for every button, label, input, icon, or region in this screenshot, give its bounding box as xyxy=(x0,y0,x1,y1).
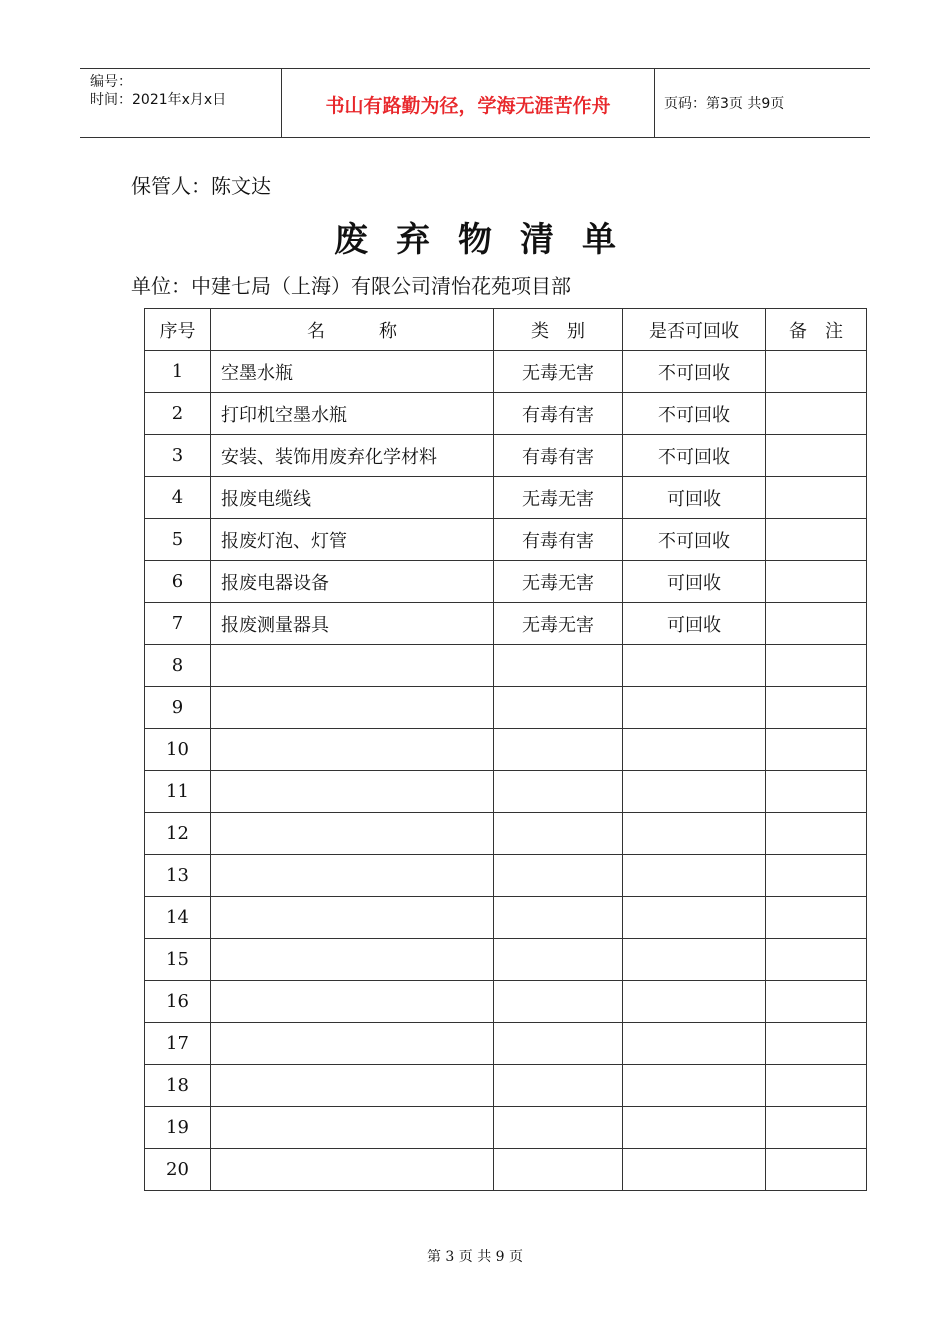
cell-recyclable: 不可回收 xyxy=(623,351,766,393)
cell-recyclable xyxy=(623,1023,766,1065)
cell-type xyxy=(494,813,623,855)
cell-name: 报废测量器具 xyxy=(211,603,494,645)
cell-name xyxy=(211,729,494,771)
cell-no: 10 xyxy=(145,729,211,771)
cell-type xyxy=(494,1107,623,1149)
cell-note xyxy=(766,1023,867,1065)
cell-note xyxy=(766,687,867,729)
cell-no: 9 xyxy=(145,687,211,729)
cell-name xyxy=(211,687,494,729)
table-row xyxy=(145,939,867,981)
table-row xyxy=(145,435,867,477)
cell-name xyxy=(211,813,494,855)
header-motto-cell xyxy=(281,69,655,137)
cell-note xyxy=(766,561,867,603)
cell-recyclable xyxy=(623,897,766,939)
cell-note xyxy=(766,939,867,981)
cell-note xyxy=(766,1107,867,1149)
cell-name: 安装、装饰用废弃化学材料 xyxy=(211,435,494,477)
cell-recyclable xyxy=(623,1065,766,1107)
cell-recyclable xyxy=(623,939,766,981)
table-row xyxy=(145,687,867,729)
table-row xyxy=(145,771,867,813)
cell-type xyxy=(494,771,623,813)
cell-name xyxy=(211,1149,494,1191)
cell-type xyxy=(494,981,623,1023)
cell-type xyxy=(494,1023,623,1065)
cell-recyclable xyxy=(623,729,766,771)
cell-no: 18 xyxy=(145,1065,211,1107)
cell-name xyxy=(211,981,494,1023)
table-row xyxy=(145,1023,867,1065)
cell-name: 报废灯泡、灯管 xyxy=(211,519,494,561)
header-name: 名 称 xyxy=(211,309,494,351)
table-row xyxy=(145,729,867,771)
cell-type: 有毒有害 xyxy=(494,435,623,477)
cell-name xyxy=(211,1023,494,1065)
page-footer: 第 3 页 共 9 页 xyxy=(426,1249,524,1265)
waste-table xyxy=(144,308,867,1191)
cell-no: 3 xyxy=(145,435,211,477)
table-row xyxy=(145,519,867,561)
code-label: 编号： xyxy=(90,74,132,90)
cell-no: 17 xyxy=(145,1023,211,1065)
cell-recyclable: 不可回收 xyxy=(623,519,766,561)
cell-type xyxy=(494,939,623,981)
cell-no: 20 xyxy=(145,1149,211,1191)
cell-no: 2 xyxy=(145,393,211,435)
cell-note xyxy=(766,435,867,477)
table-row xyxy=(145,393,867,435)
cell-note xyxy=(766,603,867,645)
table-row xyxy=(145,1149,867,1191)
header-type: 类 别 xyxy=(494,309,623,351)
table-row xyxy=(145,561,867,603)
cell-note xyxy=(766,351,867,393)
cell-name xyxy=(211,771,494,813)
motto-text: 书山有路勤为径，学海无涯苦作舟 xyxy=(325,95,611,117)
table-row xyxy=(145,897,867,939)
cell-no: 8 xyxy=(145,645,211,687)
cell-note xyxy=(766,771,867,813)
cell-recyclable: 不可回收 xyxy=(623,435,766,477)
cell-note xyxy=(766,645,867,687)
page-title: 废弃物清单 xyxy=(334,220,644,260)
cell-note xyxy=(766,813,867,855)
cell-note xyxy=(766,1065,867,1107)
cell-type xyxy=(494,729,623,771)
cell-name xyxy=(211,1107,494,1149)
cell-type xyxy=(494,1149,623,1191)
cell-note xyxy=(766,729,867,771)
header-meta-cell xyxy=(80,69,281,137)
cell-name xyxy=(211,939,494,981)
cell-name xyxy=(211,897,494,939)
cell-name: 打印机空墨水瓶 xyxy=(211,393,494,435)
cell-name: 报废电器设备 xyxy=(211,561,494,603)
table-row xyxy=(145,981,867,1023)
cell-name: 报废电缆线 xyxy=(211,477,494,519)
header-recyclable: 是否可回收 xyxy=(623,309,766,351)
cell-type: 有毒有害 xyxy=(494,393,623,435)
cell-type xyxy=(494,687,623,729)
cell-recyclable xyxy=(623,813,766,855)
unit-line: 单位：中建七局（上海）有限公司清怡花苑项目部 xyxy=(131,274,571,298)
cell-note xyxy=(766,1149,867,1191)
cell-note xyxy=(766,393,867,435)
cell-type: 无毒无害 xyxy=(494,351,623,393)
cell-recyclable: 可回收 xyxy=(623,603,766,645)
cell-recyclable: 不可回收 xyxy=(623,393,766,435)
cell-recyclable: 可回收 xyxy=(623,477,766,519)
cell-no: 14 xyxy=(145,897,211,939)
header-no: 序号 xyxy=(145,309,211,351)
cell-recyclable xyxy=(623,771,766,813)
table-row xyxy=(145,477,867,519)
cell-note xyxy=(766,519,867,561)
page-header xyxy=(80,68,870,138)
cell-no: 15 xyxy=(145,939,211,981)
cell-recyclable xyxy=(623,1149,766,1191)
cell-no: 6 xyxy=(145,561,211,603)
cell-no: 11 xyxy=(145,771,211,813)
table-row xyxy=(145,1107,867,1149)
table-header-row xyxy=(145,309,867,351)
table-row xyxy=(145,813,867,855)
table-row xyxy=(145,855,867,897)
table-row xyxy=(145,351,867,393)
cell-type: 无毒无害 xyxy=(494,603,623,645)
keeper-line: 保管人：陈文达 xyxy=(131,174,271,198)
cell-no: 13 xyxy=(145,855,211,897)
cell-recyclable: 可回收 xyxy=(623,561,766,603)
cell-no: 4 xyxy=(145,477,211,519)
table-row xyxy=(145,603,867,645)
cell-no: 19 xyxy=(145,1107,211,1149)
cell-no: 12 xyxy=(145,813,211,855)
cell-name xyxy=(211,1065,494,1107)
table-row xyxy=(145,645,867,687)
cell-no: 1 xyxy=(145,351,211,393)
cell-note xyxy=(766,981,867,1023)
cell-type: 有毒有害 xyxy=(494,519,623,561)
cell-note xyxy=(766,855,867,897)
cell-type xyxy=(494,855,623,897)
cell-name xyxy=(211,855,494,897)
cell-type: 无毒无害 xyxy=(494,561,623,603)
table-row xyxy=(145,1065,867,1107)
page-label: 页码：第3页 共9页 xyxy=(664,96,785,112)
cell-recyclable xyxy=(623,687,766,729)
cell-recyclable xyxy=(623,981,766,1023)
cell-recyclable xyxy=(623,1107,766,1149)
cell-no: 7 xyxy=(145,603,211,645)
cell-recyclable xyxy=(623,855,766,897)
header-page-cell xyxy=(655,69,870,137)
cell-type xyxy=(494,897,623,939)
cell-no: 16 xyxy=(145,981,211,1023)
cell-note xyxy=(766,897,867,939)
header-note: 备 注 xyxy=(766,309,867,351)
date-label: 时间：2021年x月x日 xyxy=(90,92,227,108)
cell-type xyxy=(494,1065,623,1107)
cell-type xyxy=(494,645,623,687)
cell-name: 空墨水瓶 xyxy=(211,351,494,393)
cell-no: 5 xyxy=(145,519,211,561)
cell-note xyxy=(766,477,867,519)
cell-type: 无毒无害 xyxy=(494,477,623,519)
cell-recyclable xyxy=(623,645,766,687)
cell-name xyxy=(211,645,494,687)
